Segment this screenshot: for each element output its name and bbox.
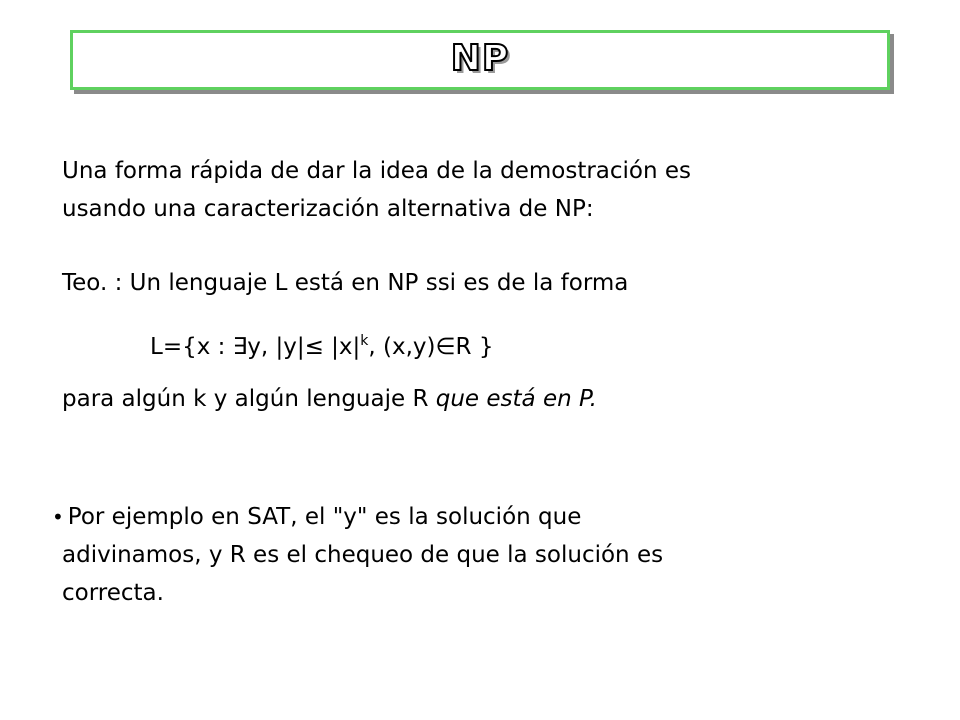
bullet-marker: • [52,505,64,529]
intro-paragraph [62,152,691,228]
bullet-text-1: Por ejemplo en SAT, el "y" es la solución que [67,504,582,530]
bullet-line-2: adivinamos, y R es el chequeo de que la solución es [62,542,664,568]
formula-part-2: , (x,y)∈R } [368,334,494,360]
condition-normal-text: para algún k y algún lenguaje R [62,386,436,412]
condition-italic-text: que está en P. [435,386,597,412]
formula-exponent: k [360,333,369,349]
theorem-statement: Teo. : Un lenguaje L está en NP ssi es de la forma [62,270,629,296]
bullet-point [52,498,663,612]
intro-line-2: usando una caracterización alternativa de NP: [62,196,594,222]
slide-title: NP [450,38,510,79]
intro-line-1: Una forma rápida de dar la idea de la demostración es [62,158,692,184]
bullet-line-3: correcta. [62,580,164,606]
formula-part-1: L={x : ∃y, |y|≤ |x| [150,334,361,360]
condition-line [62,380,597,418]
bullet-line-1 [52,498,663,536]
language-formula [150,322,493,366]
title-box [70,30,890,90]
